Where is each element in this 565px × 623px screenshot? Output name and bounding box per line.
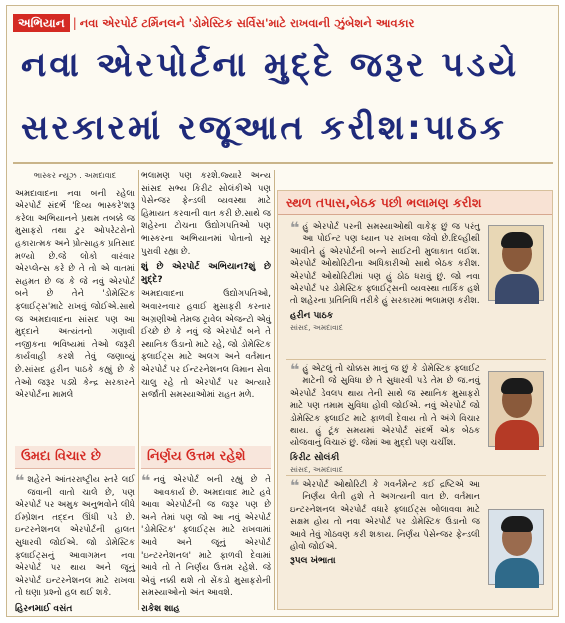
body-text-2a: ભલામણ પણ કરશે.જ્યારે અન્ય સાંસદ સભ્ય કિરીટ સોલંકીએ પણ પેસેન્જર ફેન્ડલી વ્યવસ્થા માટે હિમાયત કરવાની વાત કરી છે.સાથે જ શહેરના ટોચના ઉદ્યોગપતિઓ પણ ભાસ્કરના અભિયાનમાં પોતાનો સૂર પુરાવી રહ્યા છે. [141,171,271,257]
sidebar-quote-3-text: એરપોર્ટ ઓથોરિટી કે ગવર્નમેન્ટ કઈ દ્રષ્ટિએ આ નિર્ણય લેતી હશે તે અગત્યની વાત છે. વર્તમાન ઇન્ટરનેશનલ એરપોર્ટ વધારે ફ્લાઈટ્સ બોલાવવા માટે સક્ષમ હોય તો નવા એરપોર્ટ પર ડોમેસ્ટિક ઉડાનો જ આવે તેવું ગોઠવણ કરી શકાય. નિર્ણય પેસેન્જર ફેન્ડલી હોવો જોઈએ. [290,480,480,553]
column-divider [274,170,275,610]
portrait-photo-1 [488,225,544,301]
body-column-1 [15,170,135,440]
quote-icon: ❝ [15,471,25,490]
sidebar-quote-2-name: કિરીટ સોલંકી [290,452,340,463]
quote-icon: ❝ [290,476,300,495]
column-divider [138,170,139,610]
opinion-box-title-mid: નિર્ણય ઉત્તમ રહેશે [141,446,271,469]
sidebar-quote-1-role: સાંસદ, અમદાવાદ [290,323,343,333]
body-column-2 [141,170,271,440]
headline-line-2: સરકારમાં રજૂઆત કરીશ:પાઠક [21,108,507,148]
opinion-box-mid [141,471,271,614]
opinion-text-left: શહેરને આંતરરાષ્ટ્રીય સ્તરે લઈ જવાની વાતો ચાલે છે, પણ એરપોર્ટ પર અમુક અનુભવોને લીધે ઈમ્પ્રેશન તદ્દન ઊંધી પડે છે. ઇન્ટરનેશનલ એરપોર્ટની હાલત સુધારવી જોઈએ. જો ડોમેસ્ટિક ફ્લાઈટ્સનું આવાગમન નવા એરપોર્ટ પર થાય અને જૂનું એરપોર્ટ ઇન્ટરનેશનલ માટે રાખવા તો ઘણા પ્રશ્નો હલ થઈ શકે. [15,475,135,599]
opinion-author-left: હિરનમાઈ વસંત [15,603,73,614]
sidebar-quote-1-text: હું એરપોર્ટ પરની સમસ્યાઓથી વાકેફ છું જ પરંતુ આ પોઈન્ટ પણ ધ્યાન પર રાખવા જેવો છે.દિલ્હીથી આવીને હું એરપોર્ટની બન્ને સાઈટની મુલાકાત લઈશ. એરપોર્ટ ઓથોરિટીના અધિકારીઓ સાથે બેઠક કરીશ. એરપોર્ટ ઓથોરિટીમાં પણ હું ઠોઠ ધરાવું છું. જો નવા એરપોર્ટ પર ડોમેસ્ટિક ફ્લાઈટ્સની વ્યવસ્થા તાર્કિક હશે તો શહેરના પ્રતિનિધિ તરીકે હું સરકારમાં ભલામણ કરીશ. [290,222,480,307]
sidebar-quote-3 [290,476,480,607]
body-text-2b: અમદાવાદના ઉદ્યોગપતિઓ, અવારનવાર હવાઈ મુસાફરી કરનાર અગ્રણીઓ તેમજ ટ્રાવેલ એજન્ટો એવું ઈચ્છે છે કે નવું જે એરપોર્ટ બને તે સ્થાનિક ઉડાનો માટે રહે, જો ડોમેસ્ટિક ફ્લાઈટ્સ માટે અલગ અને વર્તમાન એરપોર્ટ પર ઈન્ટરનેશનલ વિમાન સેવા ચાલુ રહે તો એરપોર્ટ પર અત્યારે સર્જાતી સમસ્યાઓમાં રાહત મળે. [141,289,271,401]
kicker-line [13,12,553,32]
sidebar-quote-1 [290,218,480,359]
opinion-text-mid: નવું એરપોર્ટ બની રહ્યું છે તે આવકાર્ય છે. અમદાવાદ માટે હવે આવા એરપોર્ટની જ જરૂર પણ છે અને તેમાં પણ જો આ નવું એરપોર્ટ 'ડોમેસ્ટિક' ફ્લાઈટ્સ માટે રાખવામાં આવે અને જૂનું એરપોર્ટ 'ઇન્ટરનેશનલ' માટે ફાળવી દેવામાં આવે તો તે નિર્ણય ઉત્તમ રહેશે. જે એવું નક્કી થશે તો સેંકડો મુસાફરોની સમસ્યાઓનો અંત આવશે. [141,475,271,599]
sidebar-quote-2 [290,360,480,475]
kicker-separator: | [72,16,77,30]
quote-icon: ❝ [290,360,300,379]
opinion-box-title-left: ઉમદા વિચાર છે [15,446,135,469]
byline: ભાસ્કર ન્યૂઝ . અમદાવાદ [33,171,117,180]
sidebar-box [277,190,553,610]
sidebar-quote-3-name: રૂપલ ખંભાતા [290,556,336,567]
kicker-tag: અભિયાન [13,14,70,32]
kicker-deck: નવા એરપોર્ટ ટર્મિનલને 'ડોમેસ્ટિક સર્વિસ'માટે રાખવાની ઝુંબેશને આવકાર [79,16,415,30]
sidebar-title: સ્થળ તપાસ,બેઠક પછી ભલામણ કરીશ [278,191,552,215]
quote-icon: ❝ [290,218,300,237]
sidebar-divider [286,475,546,476]
sidebar-quote-2-role: સાંસદ, અમદાવાદ [290,465,343,475]
headline-line-1: નવા એરપોર્ટના મુદ્દે જરૂર પડયે [21,45,520,85]
sidebar-quote-2-text: હું એટલું તો ચોક્કસ માનું જ છું કે ડોમેસ્ટિક ફ્લાઈટ માટેની જે સુવિધા છે તે સુધારવી પડે તેમ છે જ.નવું એરપોર્ટ ડેવલપ થાય તેની સાથે જ સ્થાનિક મુસાફરો માટે પણ તમામ સુવિધા હોવી જોઈએ. નવું એરપોર્ટ જો ડોમેસ્ટિક ફ્લાઈટ માટે ફાળવી દેવાય તો તે અંગે વિચાર થાય. હું ટૂંક સમયમાં એરપોર્ટ સંદર્ભે એક બેઠક યોજવાનું વિચારું છું. જેમાં આ મુદ્દો પણ ચર્ચીશ. [290,364,480,449]
opinion-box-left [15,471,135,614]
opinion-author-mid: રાકેશ શાહ [141,603,180,614]
body-text-1: અમદાવાદના નવા બની રહેલા એરપોર્ટ સંદર્ભે 'દિવ્ય ભાસ્કરે'શરૂ કરેલા અભિયાનને પ્રથમ તબક્કે જ મુસાફરો તથા ટુર ઓપરેટરોનો હકારાત્મક અને પ્રોત્સાહક પ્રતિસાદ મળ્યો છે.જે લોકો વારંવાર એરપ્લેન્સ કરે છે તે તો એ વાતમાં સહમત છે જ કે જે નવું એરપોર્ટ બને છે તેને 'ડોમેસ્ટિક ફ્લાઈટ્સ'માટે રાખવું જોઈએ.સાથે જ અમદાવાદના સાંસદ પણ આ મુદ્દાને અત્યંતનો ગણાવી નજીકના ભવિષ્યમાં તેઓ જરૂરી કાર્યવાહી કરશે તેવું જણાવ્યું છે.સાંસદ હરીન પાઠકે કહ્યું છે કે તેઓ જરૂર પડ્યે કેન્દ્ર સરકારને એરપોર્ટના મામલે [15,188,135,401]
sidebar-divider [286,359,546,360]
portrait-photo-3 [488,509,544,585]
headline-rule [13,162,553,164]
portrait-photo-2 [488,371,544,447]
sidebar-quote-1-name: હરીન પાઠક [290,310,334,321]
quote-icon: ❝ [141,471,151,490]
body-subhead: શું છે એરપોર્ટ અભિયાન?શું છે મુદ્દે? [141,262,271,285]
article-frame [6,5,559,617]
